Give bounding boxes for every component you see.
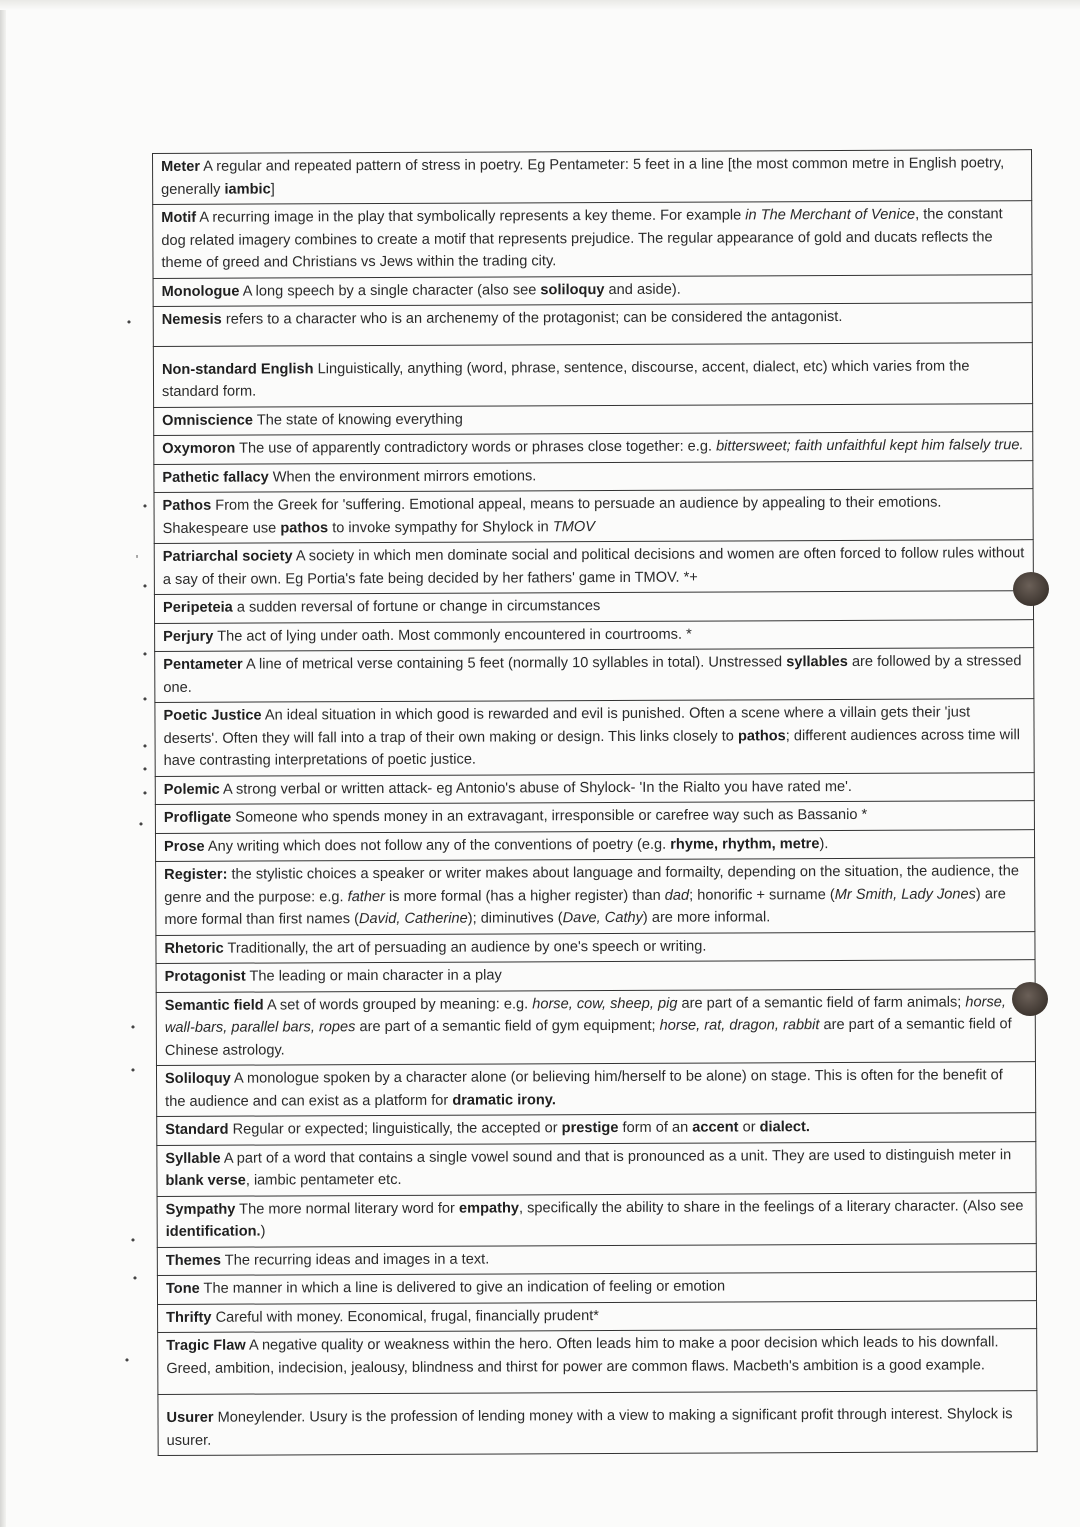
glossary-definition: Regular or expected; linguistically, the accepted or prestige form of an accent or dialect. bbox=[232, 1119, 810, 1138]
glossary-row bbox=[153, 201, 1032, 278]
glossary-term: Themes bbox=[165, 1252, 222, 1269]
glossary-row bbox=[153, 342, 1032, 407]
glossary-row bbox=[158, 1391, 1037, 1456]
glossary-definition: refers to a character who is an archenemy of the protagonist; can be considered the antagonist. bbox=[225, 308, 843, 328]
glossary-table bbox=[152, 149, 1038, 1456]
glossary-term: Poetic Justice bbox=[163, 707, 262, 724]
glossary-term: Non-standard English bbox=[161, 360, 314, 378]
glossary-term: Standard bbox=[165, 1121, 229, 1138]
glossary-row bbox=[157, 1192, 1036, 1247]
glossary-term: Profligate bbox=[163, 809, 232, 826]
glossary-term: Thrifty bbox=[166, 1309, 212, 1326]
glossary-row bbox=[155, 648, 1034, 703]
glossary-definition: The use of apparently contradictory words or phrases close together: e.g. bittersweet; faith unfaithful kept him falsely true. bbox=[239, 437, 1024, 457]
glossary-entry bbox=[155, 699, 1034, 776]
glossary-definition: A recurring image in the play that symbolically represents a key theme. For example in The Merchant of Venice, the constant dog related imagery combines to create a motif that represents prejudice. The regular appearance of gold and ducats reflects the theme of greed and Christians vs Jews within the trading city. bbox=[161, 206, 1003, 271]
glossary-entry bbox=[155, 829, 1034, 861]
glossary-entry bbox=[154, 403, 1033, 435]
glossary-entry bbox=[153, 201, 1032, 278]
glossary-definition: A part of a word that contains a single vowel sound and that is pronounced as a unit. They are used to distinguish meter in blank verse, iambic pentameter etc. bbox=[165, 1146, 1012, 1189]
glossary-row bbox=[153, 303, 1032, 346]
glossary-term: Monologue bbox=[161, 283, 240, 300]
glossary-entry bbox=[155, 648, 1034, 703]
glossary-definition: When the environment mirrors emotions. bbox=[272, 467, 537, 485]
glossary-definition: Linguistically, anything (word, phrase, sentence, discourse, accent, dialect, etc) which varies from the standard form. bbox=[162, 357, 970, 400]
glossary-row bbox=[157, 1113, 1036, 1145]
margin-mark: • bbox=[131, 1272, 139, 1285]
glossary-row bbox=[154, 489, 1033, 544]
glossary-definition: The manner in which a line is delivered to give an indication of feeling or emotion bbox=[203, 1278, 726, 1297]
glossary-row bbox=[155, 699, 1034, 776]
glossary-definition: A long speech by a single character (also see soliloquy and aside). bbox=[242, 281, 681, 300]
glossary-entry bbox=[156, 988, 1035, 1065]
page-top-shadow bbox=[0, 0, 1080, 10]
glossary-row bbox=[153, 150, 1032, 205]
glossary-row bbox=[154, 540, 1033, 595]
glossary-entry bbox=[158, 1329, 1037, 1395]
glossary-entry bbox=[157, 1243, 1036, 1275]
glossary-term: Nemesis bbox=[161, 311, 222, 328]
glossary-row bbox=[155, 801, 1034, 833]
glossary-term: Pathos bbox=[162, 497, 212, 514]
glossary-entry bbox=[157, 1113, 1036, 1145]
glossary-definition: Careful with money. Economical, frugal, financially prudent* bbox=[215, 1307, 599, 1326]
glossary-definition: The more normal literary word for empathy, specifically the ability to share in the feelings of a literary character. (Also see identification.) bbox=[165, 1197, 1024, 1240]
glossary-term: Tragic Flaw bbox=[166, 1337, 246, 1354]
glossary-term: Protagonist bbox=[164, 968, 246, 985]
glossary-definition: A strong verbal or written attack- eg Antonio's abuse of Shylock- 'In the Rialto you have rated me'. bbox=[222, 778, 852, 798]
glossary-definition: An ideal situation in which good is rewarded and evil is punished. Often a scene where a villain gets their 'just deserts'. Often they will fall into a trap of their own making or design. This links closely to pathos; different audiences across time will have contrasting interpretations of poetic justice. bbox=[163, 704, 1020, 769]
margin-mark: • bbox=[129, 1234, 137, 1247]
glossary-term: Register: bbox=[164, 866, 228, 883]
glossary-definition: the stylistic choices a speaker or writer makes about language and formailty, depending on the situation, the audience, the genre and the purpose: e.g. father is more formal (has a higher register) than dad; honorific + surname (Mr Smith, Lady Jones) are more formal than first names (David, Catherine); diminutives (Dave, Cathy) are more informal. bbox=[164, 863, 1019, 928]
glossary-row bbox=[154, 591, 1033, 623]
glossary-term: Tone bbox=[165, 1280, 200, 1297]
glossary-row bbox=[155, 772, 1034, 804]
glossary-entry bbox=[153, 303, 1032, 346]
glossary-definition: The state of knowing everything bbox=[256, 411, 463, 429]
glossary-entry bbox=[156, 931, 1035, 963]
glossary-entry bbox=[155, 801, 1034, 833]
glossary-entry bbox=[156, 858, 1035, 935]
glossary-row bbox=[158, 1329, 1037, 1395]
glossary-term: Prose bbox=[163, 838, 205, 855]
glossary-entry bbox=[153, 274, 1032, 306]
glossary-row bbox=[156, 988, 1035, 1065]
margin-mark: • bbox=[141, 648, 149, 661]
glossary-term: Soliloquy bbox=[165, 1070, 231, 1087]
glossary-row bbox=[157, 1141, 1036, 1196]
glossary-row bbox=[154, 460, 1033, 492]
glossary-term: Syllable bbox=[165, 1150, 221, 1167]
glossary-term: Omniscience bbox=[162, 412, 254, 429]
glossary-definition: The leading or main character in a play bbox=[249, 967, 502, 985]
glossary-term: Semantic field bbox=[164, 997, 264, 1014]
glossary-entry bbox=[156, 960, 1035, 992]
glossary-row bbox=[154, 432, 1033, 464]
glossary-term: Sympathy bbox=[165, 1201, 236, 1218]
glossary-entry bbox=[153, 150, 1032, 205]
glossary-term: Peripeteia bbox=[162, 599, 233, 616]
glossary-row bbox=[156, 1062, 1035, 1117]
glossary-row bbox=[157, 1272, 1036, 1304]
margin-mark: • bbox=[141, 693, 149, 706]
glossary-definition: Someone who spends money in an extravagant, irresponsible or carefree way such as Bassanio * bbox=[235, 806, 868, 826]
glossary-entry bbox=[153, 342, 1032, 407]
glossary-entry bbox=[158, 1300, 1037, 1332]
glossary-term: Motif bbox=[161, 209, 197, 226]
punch-hole-bottom bbox=[1012, 982, 1048, 1016]
glossary-row bbox=[158, 1300, 1037, 1332]
glossary-term: Pentameter bbox=[163, 656, 243, 673]
page-edge-shadow bbox=[0, 0, 6, 1527]
glossary-definition: A line of metrical verse containing 5 feet (normally 10 syllables in total). Unstressed syllables are followed by a stressed one. bbox=[163, 653, 1022, 696]
glossary-definition: Moneylender. Usury is the profession of lending money with a view to making a significant profit through interest. Shylock is usurer. bbox=[166, 1406, 1013, 1449]
glossary-row bbox=[156, 960, 1035, 992]
glossary-definition: The act of lying under oath. Most commonly encountered in courtrooms. * bbox=[217, 626, 692, 645]
margin-mark: • bbox=[129, 1021, 137, 1034]
glossary-row bbox=[157, 1243, 1036, 1275]
glossary-entry bbox=[155, 619, 1034, 651]
glossary-term: Polemic bbox=[163, 781, 220, 798]
margin-mark: ' bbox=[135, 553, 139, 566]
margin-mark: • bbox=[141, 580, 149, 593]
glossary-entry bbox=[157, 1141, 1036, 1196]
glossary-entry bbox=[154, 540, 1033, 595]
glossary-row bbox=[155, 619, 1034, 651]
glossary-entry bbox=[154, 460, 1033, 492]
margin-mark: • bbox=[137, 818, 145, 831]
glossary-definition: Traditionally, the art of persuading an audience by one's speech or writing. bbox=[227, 938, 707, 957]
glossary-entry bbox=[154, 591, 1033, 623]
glossary-entry bbox=[157, 1192, 1036, 1247]
glossary-entry bbox=[155, 772, 1034, 804]
margin-mark: • bbox=[129, 1064, 137, 1077]
glossary-term: Oxymoron bbox=[162, 440, 236, 457]
glossary-definition: a sudden reversal of fortune or change in circumstances bbox=[236, 598, 601, 616]
glossary-definition: A set of words grouped by meaning: e.g. horse, cow, sheep, pig are part of a semantic field of farm animals; horse, wall-bars, parallel bars, ropes are part of a semantic field of gym equipment; horse, rat, dragon, rabbit are part of a semantic field of Chinese astrology. bbox=[164, 993, 1012, 1059]
margin-mark: • bbox=[141, 787, 149, 800]
margin-mark: • bbox=[141, 740, 149, 753]
glossary-term: Pathetic fallacy bbox=[162, 468, 269, 486]
glossary-definition: A regular and repeated pattern of stress in poetry. Eg Pentameter: 5 feet in a line [the most common metre in English poetry, generally iambic] bbox=[161, 155, 1005, 198]
glossary-definition: The recurring ideas and images in a text. bbox=[224, 1251, 490, 1269]
glossary-term: Meter bbox=[161, 158, 201, 175]
glossary-definition: A negative quality or weakness within the hero. Often leads him to make a poor decision which leads to his downfall. Greed, ambition, indecision, jealousy, blindness and thirst for power are common flaws. Macbeth's ambition is a good example. bbox=[166, 1334, 999, 1377]
punch-hole-top bbox=[1013, 572, 1049, 606]
glossary-row bbox=[155, 829, 1034, 861]
glossary-definition: A society in which men dominate social and political decisions and women are often forced to follow rules without a say of their own. Eg Portia's fate being decided by her fathers' game in TMOV. *+ bbox=[162, 545, 1025, 588]
margin-mark: • bbox=[123, 1354, 131, 1367]
glossary-row bbox=[156, 858, 1035, 935]
glossary-term: Rhetoric bbox=[164, 940, 224, 957]
glossary-entry bbox=[157, 1272, 1036, 1304]
glossary-row bbox=[153, 274, 1032, 306]
glossary-entry bbox=[154, 432, 1033, 464]
glossary-term: Usurer bbox=[166, 1409, 214, 1426]
margin-mark: • bbox=[141, 500, 149, 513]
glossary-row bbox=[154, 403, 1033, 435]
glossary-term: Perjury bbox=[163, 628, 214, 645]
margin-mark: • bbox=[141, 763, 149, 776]
glossary-row bbox=[156, 931, 1035, 963]
margin-mark: • bbox=[125, 316, 133, 329]
glossary-definition: Any writing which does not follow any of the conventions of poetry (e.g. rhyme, rhythm, metre). bbox=[207, 835, 829, 855]
glossary-definition: From the Greek for 'suffering. Emotional appeal, means to persuade an audience by appealing to their emotions. Shakespeare use pathos to invoke sympathy for Shylock in TMOV bbox=[162, 494, 942, 537]
glossary-entry bbox=[158, 1391, 1037, 1456]
glossary-entry bbox=[156, 1062, 1035, 1117]
glossary-entry bbox=[154, 489, 1033, 544]
glossary-term: Patriarchal society bbox=[162, 548, 293, 565]
glossary-definition: A monologue spoken by a character alone (or believing him/herself to be alone) on stage. This is often for the benefit of the audience and can exist as a platform for dramatic irony. bbox=[165, 1067, 1003, 1110]
